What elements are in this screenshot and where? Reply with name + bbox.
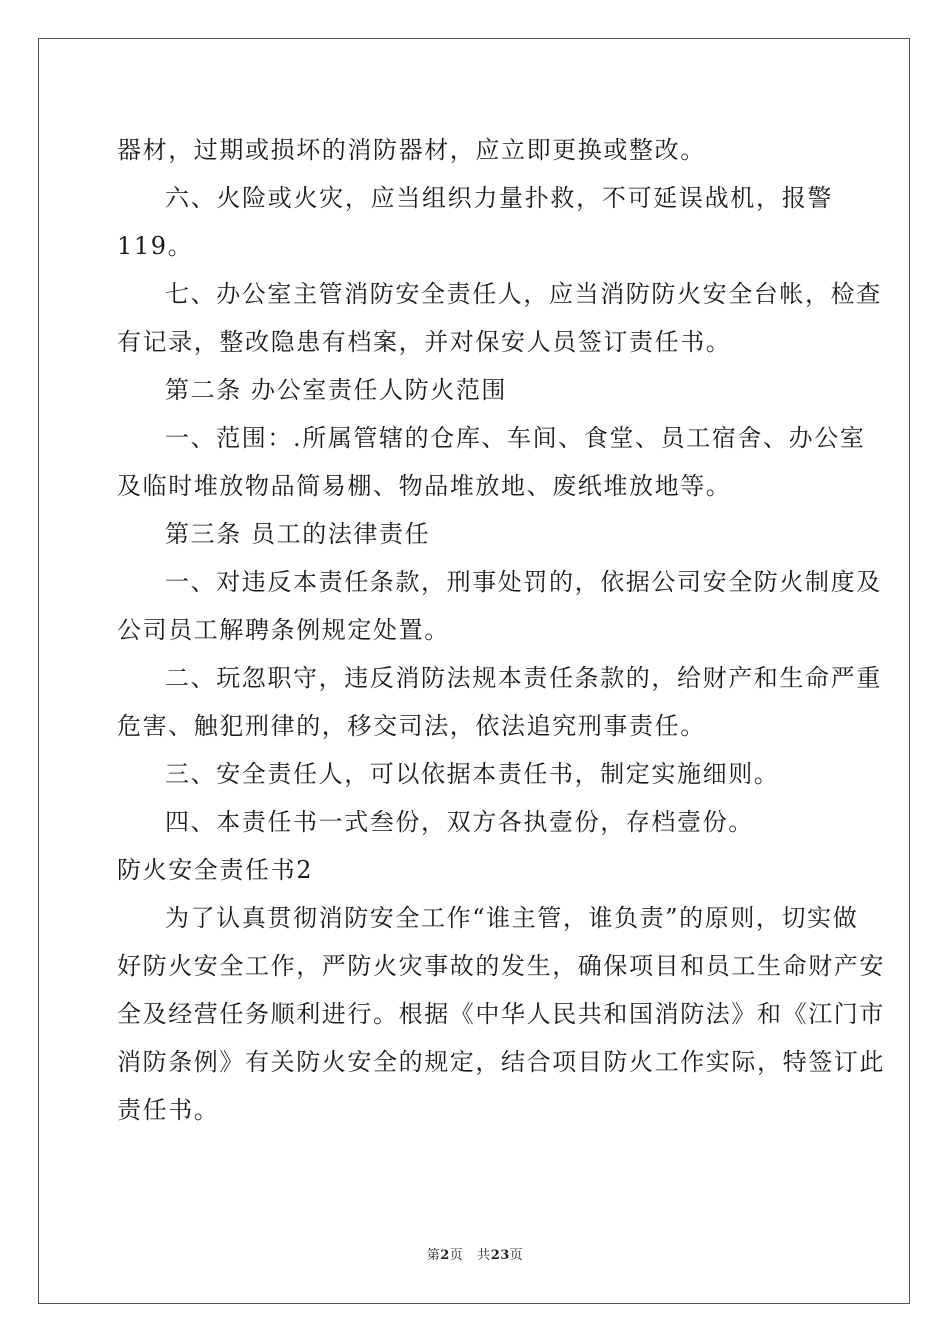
section-heading: 第二条 办公室责任人防火范围 — [165, 376, 508, 404]
current-page-number: 2 — [440, 1248, 450, 1263]
text-line: 公司员工解聘条例规定处置。 — [117, 616, 450, 644]
total-prefix: 共 — [477, 1248, 491, 1263]
text-line: 四、本责任书一式叁份，双方各执壹份，存档壹份。 — [165, 808, 754, 836]
page-footer — [0, 1244, 950, 1263]
text-line: 危害、触犯刑律的，移交司法，依法追究刑事责任。 — [117, 712, 706, 740]
text-line: 119。 — [117, 232, 194, 260]
text-line: 有记录，整改隐患有档案，并对保安人员签订责任书。 — [117, 328, 732, 356]
text-line: 二、玩忽职守，违反消防法规本责任条款的，给财产和生命严重 — [165, 664, 882, 692]
text-line: 好防火安全工作，严防火灾事故的发生，确保项目和员工生命财产安 — [117, 952, 885, 980]
text-line: 全及经营任务顺利进行。根据《中华人民共和国消防法》和《江门市 — [117, 1000, 885, 1028]
text-line: 一、范围：.所属管辖的仓库、车间、食堂、员工宿舍、办公室 — [165, 424, 866, 452]
total-suffix: 页 — [509, 1248, 524, 1263]
text-line: 为了认真贯彻消防安全工作“谁主管，谁负责”的原则，切实做 — [165, 904, 859, 932]
document-title: 防火安全责任书2 — [117, 856, 314, 884]
document-body — [117, 126, 885, 1134]
page-prefix: 第 — [426, 1248, 441, 1263]
text-line: 器材，过期或损坏的消防器材，应立即更换或整改。 — [117, 136, 706, 164]
section-heading: 第三条 员工的法律责任 — [165, 520, 431, 548]
total-page-number: 23 — [490, 1248, 510, 1263]
page-suffix: 页 — [449, 1248, 464, 1263]
text-line: 七、办公室主管消防安全责任人，应当消防防火安全台帐，检查 — [165, 280, 882, 308]
text-line: 责任书。 — [117, 1096, 220, 1124]
text-line: 一、对违反本责任条款，刑事处罚的，依据公司安全防火制度及 — [165, 568, 882, 596]
text-line: 六、火险或火灾，应当组织力量扑救，不可延误战机，报警 — [165, 184, 833, 212]
text-line: 及临时堆放物品简易棚、物品堆放地、废纸堆放地等。 — [117, 472, 732, 500]
text-line: 三、安全责任人，可以依据本责任书，制定实施细则。 — [165, 760, 780, 788]
text-line: 消防条例》有关防火安全的规定，结合项目防火工作实际，特签订此 — [117, 1048, 885, 1076]
